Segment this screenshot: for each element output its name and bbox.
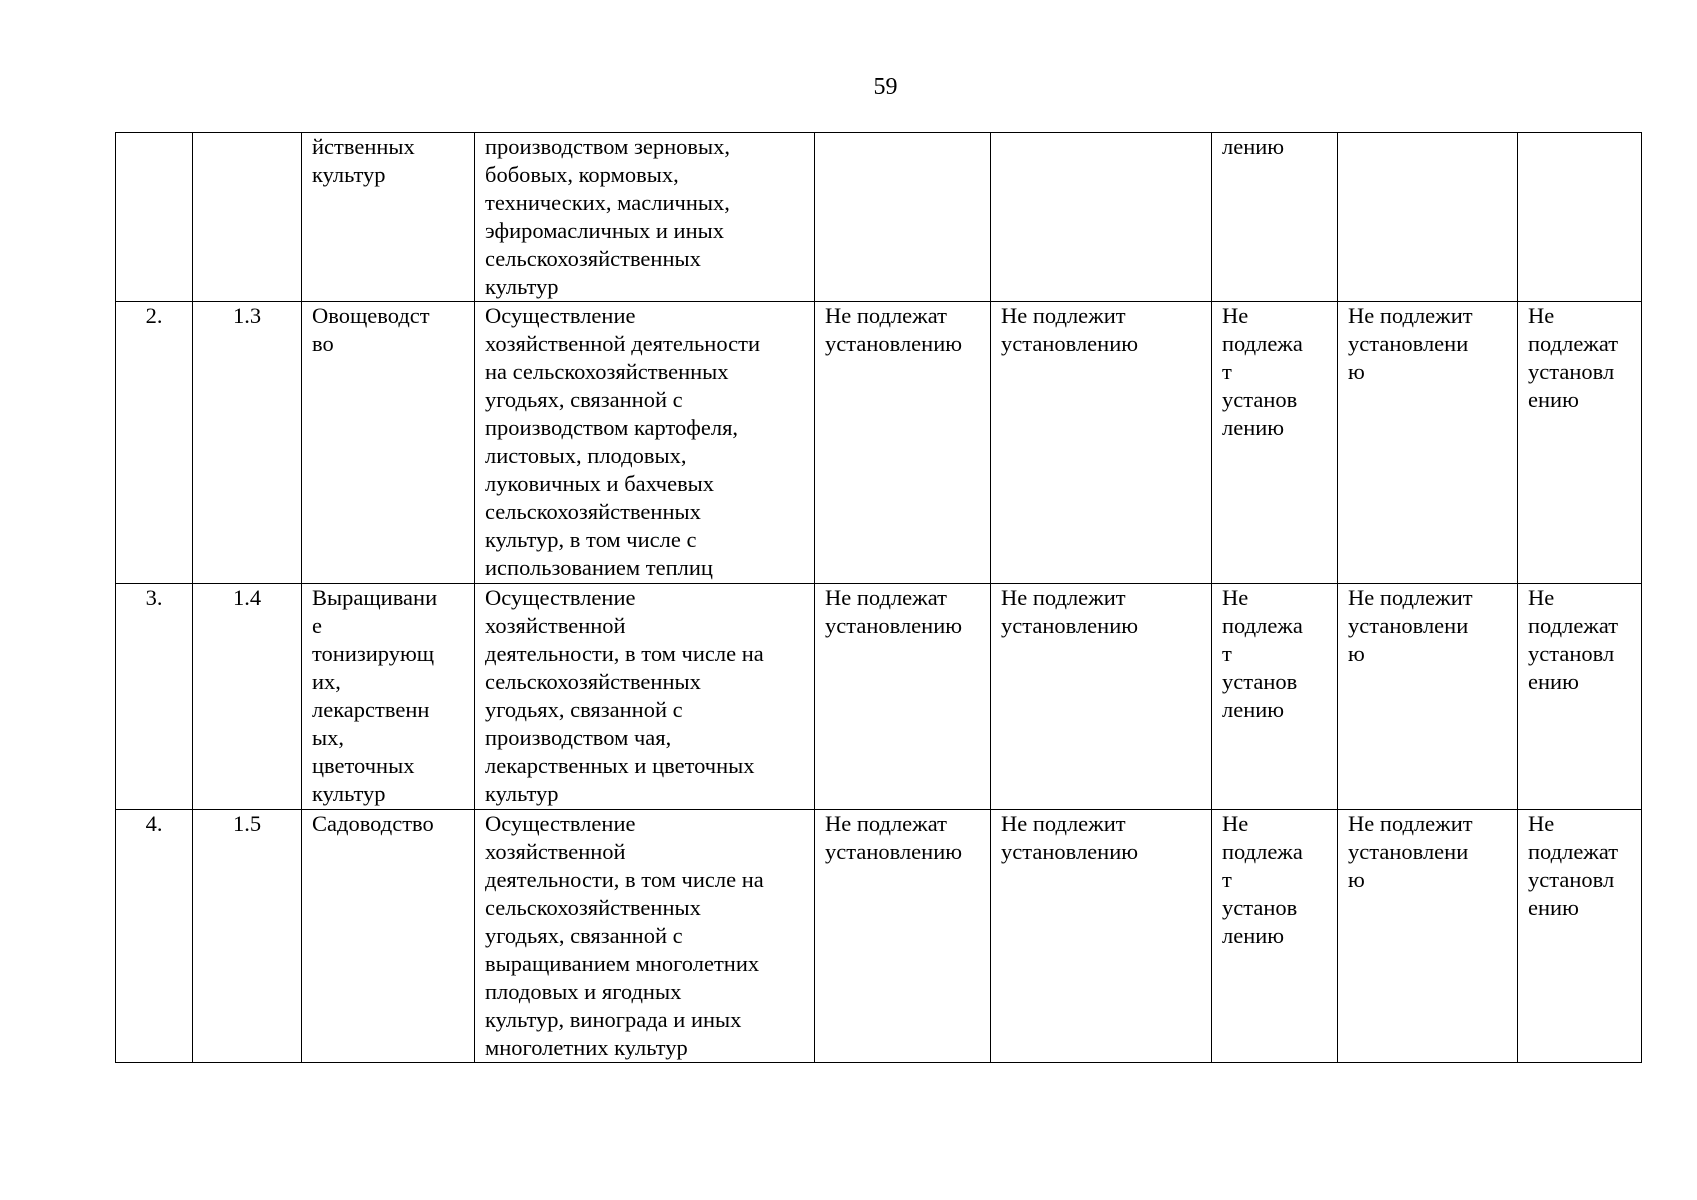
col9-cell [1518,133,1642,302]
col8-cell: Не подлежит установлени ю [1338,584,1518,810]
col7-cell: Не подлежа т установ лению [1212,584,1338,810]
col9-cell: Не подлежат установл ению [1518,810,1642,1063]
col8-cell: Не подлежит установлени ю [1338,302,1518,584]
col7-cell: Не подлежа т установ лению [1212,810,1338,1063]
col7-cell: Не подлежа т установ лению [1212,302,1338,584]
col7-cell: лению [1212,133,1338,302]
row-number-cell: 4. [116,810,193,1063]
col5-cell: Не подлежат установлению [815,302,991,584]
row-number-cell: 3. [116,584,193,810]
code-cell: 1.3 [193,302,302,584]
table-row [116,584,1642,810]
col9-cell: Не подлежат установл ению [1518,584,1642,810]
col5-cell: Не подлежат установлению [815,810,991,1063]
description-cell: Осуществление хозяйственной деятельности, в том числе на сельскохозяйственных угодьях, связанной с производством чая, лекарственных и цветочных культур [475,584,815,810]
page-number: 59 [873,74,898,100]
col8-cell: Не подлежит установлени ю [1338,810,1518,1063]
col6-cell [991,133,1212,302]
col5-cell: Не подлежат установлению [815,584,991,810]
code-cell: 1.4 [193,584,302,810]
land-use-table [115,132,1642,1063]
code-cell [193,133,302,302]
col8-cell [1338,133,1518,302]
col5-cell [815,133,991,302]
col9-cell: Не подлежат установл ению [1518,302,1642,584]
description-cell: производством зерновых, бобовых, кормовых, технических, масличных, эфиромасличных и иных сельскохозяйственных культур [475,133,815,302]
description-cell: Осуществление хозяйственной деятельности на сельскохозяйственных угодьях, связанной с производством картофеля, листовых, плодовых, луковичных и бахчевых сельскохозяйственных культур, в том числе с использованием теплиц [475,302,815,584]
table-row [116,302,1642,584]
col6-cell: Не подлежит установлению [991,584,1212,810]
row-number-cell: 2. [116,302,193,584]
description-cell: Осуществление хозяйственной деятельности, в том числе на сельскохозяйственных угодьях, связанной с выращиванием многолетних плодовых и ягодных культур, винограда и иных многолетних культур [475,810,815,1063]
code-cell: 1.5 [193,810,302,1063]
col6-cell: Не подлежит установлению [991,810,1212,1063]
table-row [116,810,1642,1063]
use-name-cell: Овощеводст во [302,302,475,584]
col6-cell: Не подлежит установлению [991,302,1212,584]
use-name-cell: Садоводство [302,810,475,1063]
table-row [116,133,1642,302]
use-name-cell: йственных культур [302,133,475,302]
use-name-cell: Выращивани е тонизирующ их, лекарственн ых, цветочных культур [302,584,475,810]
row-number-cell [116,133,193,302]
